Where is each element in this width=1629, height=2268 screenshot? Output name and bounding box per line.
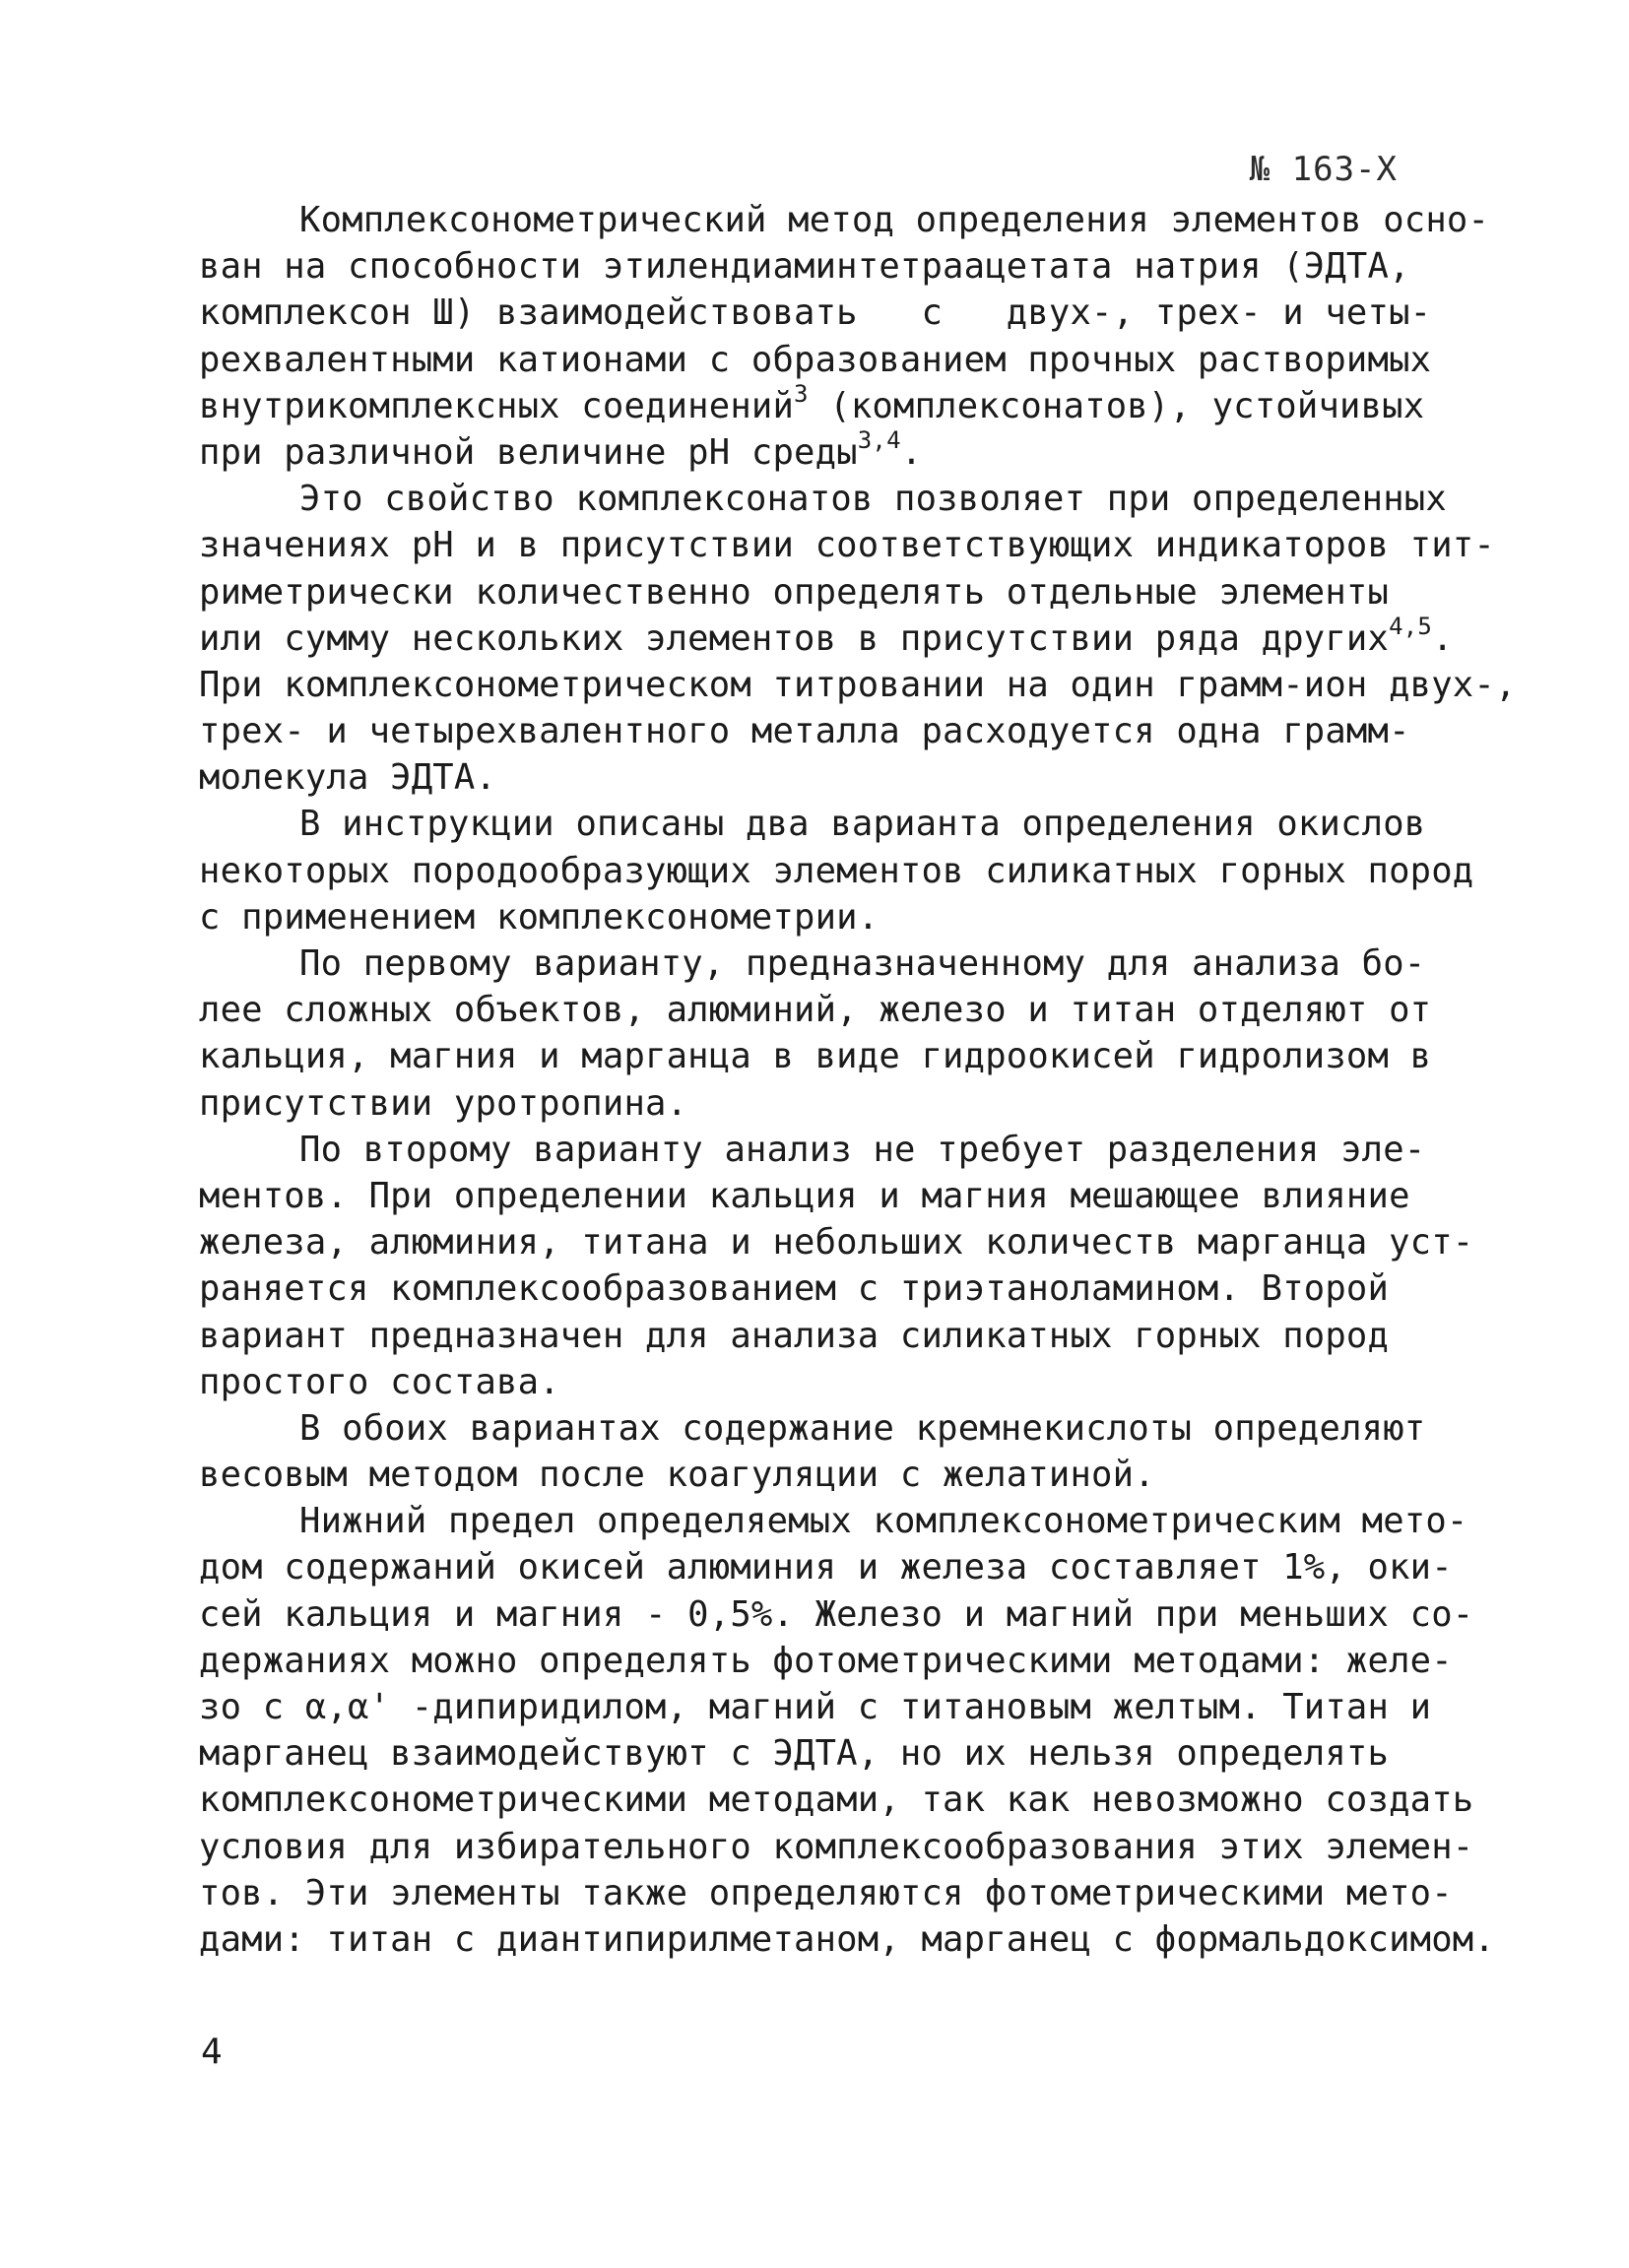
text-line: ментов. При определении кальция и магния мешающее влияние (199, 1175, 1410, 1216)
text-line: лее сложных объектов, алюминий, железо и титан отделяют от (199, 990, 1432, 1031)
text-line: держаниях можно определять фотометрическими методами: желе- (199, 1640, 1453, 1681)
text-line: Нижний предел определяемых комплексонометрическим мето- (299, 1501, 1468, 1542)
text-line (199, 612, 1454, 662)
text-line: сей кальция и магния - 0,5%. Железо и магний при меньших со- (199, 1593, 1474, 1635)
text-line: комплексон Ш) взаимодействовать с двух-, трех- и четы- (199, 292, 1432, 334)
text-line: молекула ЭДТА. (199, 757, 497, 799)
text-segment: . (900, 431, 923, 473)
text-line: дом содержаний окисей алюминия и железа составляет 1%, оки- (199, 1547, 1453, 1588)
text-line: ван на способности этилендиаминтетраацетата натрия (ЭДТА, (199, 246, 1410, 288)
text-line: простого состава. (199, 1361, 560, 1402)
text-line: При комплексонометрическом титровании на один грамм-ион двух-, (199, 664, 1517, 705)
text-line: По второму варианту анализ не требует разделения эле- (299, 1129, 1426, 1170)
text-line (199, 425, 1420, 476)
reference-superscript: 3 (794, 379, 809, 408)
body-text (199, 197, 1517, 1963)
text-line: трех- и четырехвалентного металла расходуется одна грамм- (199, 711, 1410, 752)
text-line: вариант предназначен для анализа силикатных горных пород (199, 1315, 1390, 1356)
text-line: значениях рН и в присутствии соответствующих индикаторов тит- (199, 525, 1495, 566)
text-line: В инструкции описаны два варианта определения окислов (299, 804, 1426, 845)
text-line: тов. Эти элементы также определяются фотометрическими мето- (199, 1872, 1453, 1913)
text-line: с применением комплексонометрии. (199, 896, 880, 938)
document-number: № 163-Х (1249, 150, 1398, 189)
text-line: некоторых породообразующих элементов силикатных горных пород (199, 850, 1474, 891)
text-line: комплексонометрическими методами, так как невозможно создать (199, 1780, 1474, 1821)
text-segment: (комплексонатов), устойчивых (808, 385, 1425, 426)
reference-superscript: 3,4 (857, 425, 901, 454)
reference-superscript: 4,5 (1389, 612, 1433, 640)
text-line: Это свойство комплексонатов позволяет при определенных (299, 479, 1447, 520)
text-line: железа, алюминия, титана и небольших количеств марганца уст- (199, 1222, 1474, 1264)
text-line: кальция, магния и марганца в виде гидроокисей гидролизом в (199, 1036, 1432, 1077)
text-segment: . (1432, 617, 1454, 659)
text-line: марганец взаимодействуют с ЭДТА, но их нельзя определять (199, 1733, 1390, 1775)
page-number: 4 (201, 2032, 223, 2072)
text-line: условия для избирательного комплексообразования этих элемен- (199, 1826, 1474, 1867)
text-line: Комплексонометрический метод определения элементов осно- (299, 200, 1490, 240)
text-line: весовым методом после коагуляции с желатиной. (199, 1455, 1155, 1496)
text-line: зо с α,α' -дипиридилом, магний с титановым желтым. Титан и (199, 1687, 1432, 1727)
text-line: раняется комплексообразованием с триэтаноламином. Второй (199, 1268, 1390, 1310)
text-line: рехвалентными катионами с образованием прочных растворимых (199, 339, 1432, 380)
text-segment: при различной величине рН среды (199, 431, 858, 473)
text-line: По первому варианту, предназначенному для анализа бо- (299, 943, 1426, 984)
text-line: В обоих вариантах содержание кремнекислоты определяют (299, 1407, 1426, 1449)
text-line: присутствии уротропина. (199, 1082, 688, 1124)
text-segment: внутрикомплексных соединений (199, 385, 795, 426)
text-line (199, 379, 1425, 429)
text-line: дами: титан с диантипирилметаном, марганец с формальдоксимом. (199, 1918, 1495, 1960)
text-line: риметрически количественно определять отдельные элементы (199, 571, 1390, 613)
text-segment: или сумму нескольких элементов в присутствии ряда других (199, 617, 1390, 659)
